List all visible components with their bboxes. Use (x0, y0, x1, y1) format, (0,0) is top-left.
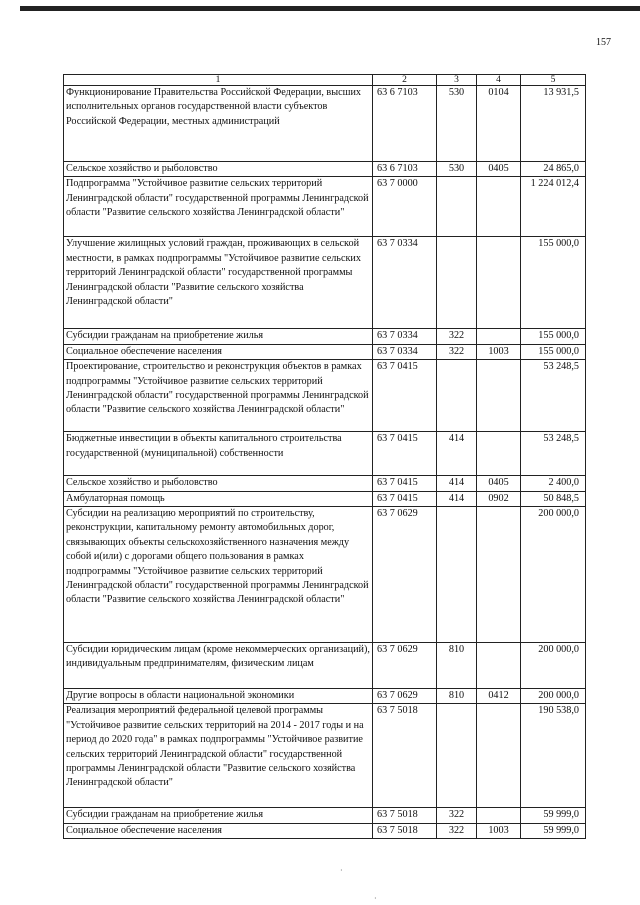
row-code: 63 7 0334 (373, 344, 437, 359)
row-section (477, 808, 521, 823)
table-row (64, 507, 586, 643)
header-col-3: 3 (437, 75, 477, 86)
table-row (64, 360, 586, 432)
row-code: 63 7 0629 (373, 689, 437, 704)
row-amount: 53 248,5 (521, 432, 586, 476)
row-code: 63 7 5018 (373, 823, 437, 838)
row-name: Подпрограмма "Устойчивое развитие сельских территорий Ленинградской области" государственной программы Ленинградской области "Развитие сельского хозяйства Ленинградской области" (64, 177, 373, 237)
row-vr: 414 (437, 491, 477, 506)
row-name: Другие вопросы в области национальной экономики (64, 689, 373, 704)
row-code: 63 7 0415 (373, 476, 437, 491)
row-code: 63 7 0629 (373, 507, 437, 643)
row-section (477, 177, 521, 237)
row-amount: 59 999,0 (521, 823, 586, 838)
table-row (64, 344, 586, 359)
row-section (477, 507, 521, 643)
row-vr (437, 177, 477, 237)
top-rule (20, 6, 640, 11)
row-amount: 200 000,0 (521, 507, 586, 643)
row-vr (437, 360, 477, 432)
header-col-2: 2 (373, 75, 437, 86)
row-vr: 530 (437, 86, 477, 162)
row-amount: 24 865,0 (521, 162, 586, 177)
row-name: Социальное обеспечение населения (64, 344, 373, 359)
row-vr: 810 (437, 643, 477, 689)
row-section: 0104 (477, 86, 521, 162)
row-code: 63 7 0415 (373, 360, 437, 432)
row-amount: 155 000,0 (521, 237, 586, 329)
row-vr: 414 (437, 432, 477, 476)
row-section: 1003 (477, 823, 521, 838)
row-vr: 810 (437, 689, 477, 704)
row-vr (437, 237, 477, 329)
table-row (64, 689, 586, 704)
row-amount: 2 400,0 (521, 476, 586, 491)
row-code: 63 7 0415 (373, 491, 437, 506)
row-code: 63 7 0629 (373, 643, 437, 689)
scan-speck: · (340, 866, 343, 875)
row-name: Амбулаторная помощь (64, 491, 373, 506)
page-number: 157 (596, 37, 611, 48)
row-name: Сельское хозяйство и рыболовство (64, 162, 373, 177)
table-row (64, 476, 586, 491)
table-row (64, 643, 586, 689)
row-section: 0405 (477, 162, 521, 177)
row-name: Субсидии гражданам на приобретение жилья (64, 329, 373, 344)
row-vr (437, 507, 477, 643)
header-col-5: 5 (521, 75, 586, 86)
row-code: 63 7 5018 (373, 808, 437, 823)
header-col-1: 1 (64, 75, 373, 86)
row-code: 63 7 0334 (373, 329, 437, 344)
row-section: 0405 (477, 476, 521, 491)
table-row (64, 86, 586, 162)
row-name: Сельское хозяйство и рыболовство (64, 476, 373, 491)
row-name: Субсидии юридическим лицам (кроме некоммерческих организаций), индивидуальным предпринимателям, физическим лицам (64, 643, 373, 689)
row-amount: 155 000,0 (521, 329, 586, 344)
table-row (64, 162, 586, 177)
row-code: 63 7 0415 (373, 432, 437, 476)
table-row (64, 177, 586, 237)
row-vr (437, 704, 477, 808)
table-row (64, 808, 586, 823)
header-row (64, 75, 586, 86)
row-name: Субсидии на реализацию мероприятий по строительству, реконструкции, капитальному ремонту автомобильных дорог, связывающих объекты сельскохозяйственного назначения между собой и(или) с дорогами общего пользования в рамках подпрограммы "Устойчивое развитие сельских территорий Ленинградской области" государственной программы Ленинградской области "Развитие сельского хозяйства Ленинградской области" (64, 507, 373, 643)
row-vr: 530 (437, 162, 477, 177)
row-name: Улучшение жилищных условий граждан, проживающих в сельской местности, в рамках подпрограммы "Устойчивое развитие сельских территорий Ленинградской области" государственной программы Ленинградской области "Развитие сельского хозяйства Ленинградской области" (64, 237, 373, 329)
row-amount: 13 931,5 (521, 86, 586, 162)
header-col-4: 4 (477, 75, 521, 86)
row-amount: 200 000,0 (521, 689, 586, 704)
row-amount: 53 248,5 (521, 360, 586, 432)
row-name: Бюджетные инвестиции в объекты капитального строительства государственной (муниципальной) собственности (64, 432, 373, 476)
row-section: 0902 (477, 491, 521, 506)
table-row (64, 237, 586, 329)
table-row (64, 329, 586, 344)
row-amount: 155 000,0 (521, 344, 586, 359)
row-section (477, 643, 521, 689)
row-vr: 322 (437, 344, 477, 359)
row-code: 63 6 7103 (373, 86, 437, 162)
row-amount: 190 538,0 (521, 704, 586, 808)
row-vr: 322 (437, 808, 477, 823)
row-code: 63 7 0000 (373, 177, 437, 237)
scan-speck: · (374, 894, 377, 903)
row-vr: 322 (437, 329, 477, 344)
row-name: Социальное обеспечение населения (64, 823, 373, 838)
row-vr: 322 (437, 823, 477, 838)
row-amount: 59 999,0 (521, 808, 586, 823)
row-name: Реализация мероприятий федеральной целевой программы "Устойчивое развитие сельских территорий на 2014 - 2017 годы и на период до 2020 года" в рамках подпрограммы "Устойчивое развитие сельских территорий Ленинградской области" государственной программы Ленинградской области "Развитие сельского хозяйства Ленинградской области" (64, 704, 373, 808)
row-name: Функционирование Правительства Российской Федерации, высших исполнительных органов государственной власти субъектов Российской Федерации, местных администраций (64, 86, 373, 162)
row-section (477, 329, 521, 344)
row-name: Проектирование, строительство и реконструкция объектов в рамках подпрограммы "Устойчивое развитие сельских территорий Ленинградской области" государственной программы Ленинградской области "Развитие сельского хозяйства Ленинградской области" (64, 360, 373, 432)
row-section (477, 432, 521, 476)
row-section: 0412 (477, 689, 521, 704)
row-name: Субсидии гражданам на приобретение жилья (64, 808, 373, 823)
row-section (477, 704, 521, 808)
row-code: 63 7 0334 (373, 237, 437, 329)
row-section (477, 237, 521, 329)
table-row (64, 704, 586, 808)
row-amount: 1 224 012,4 (521, 177, 586, 237)
row-amount: 50 848,5 (521, 491, 586, 506)
table-row (64, 491, 586, 506)
row-section: 1003 (477, 344, 521, 359)
row-code: 63 7 5018 (373, 704, 437, 808)
row-section (477, 360, 521, 432)
table-row (64, 432, 586, 476)
budget-table (63, 74, 586, 839)
row-amount: 200 000,0 (521, 643, 586, 689)
row-vr: 414 (437, 476, 477, 491)
row-code: 63 6 7103 (373, 162, 437, 177)
table-row (64, 823, 586, 838)
